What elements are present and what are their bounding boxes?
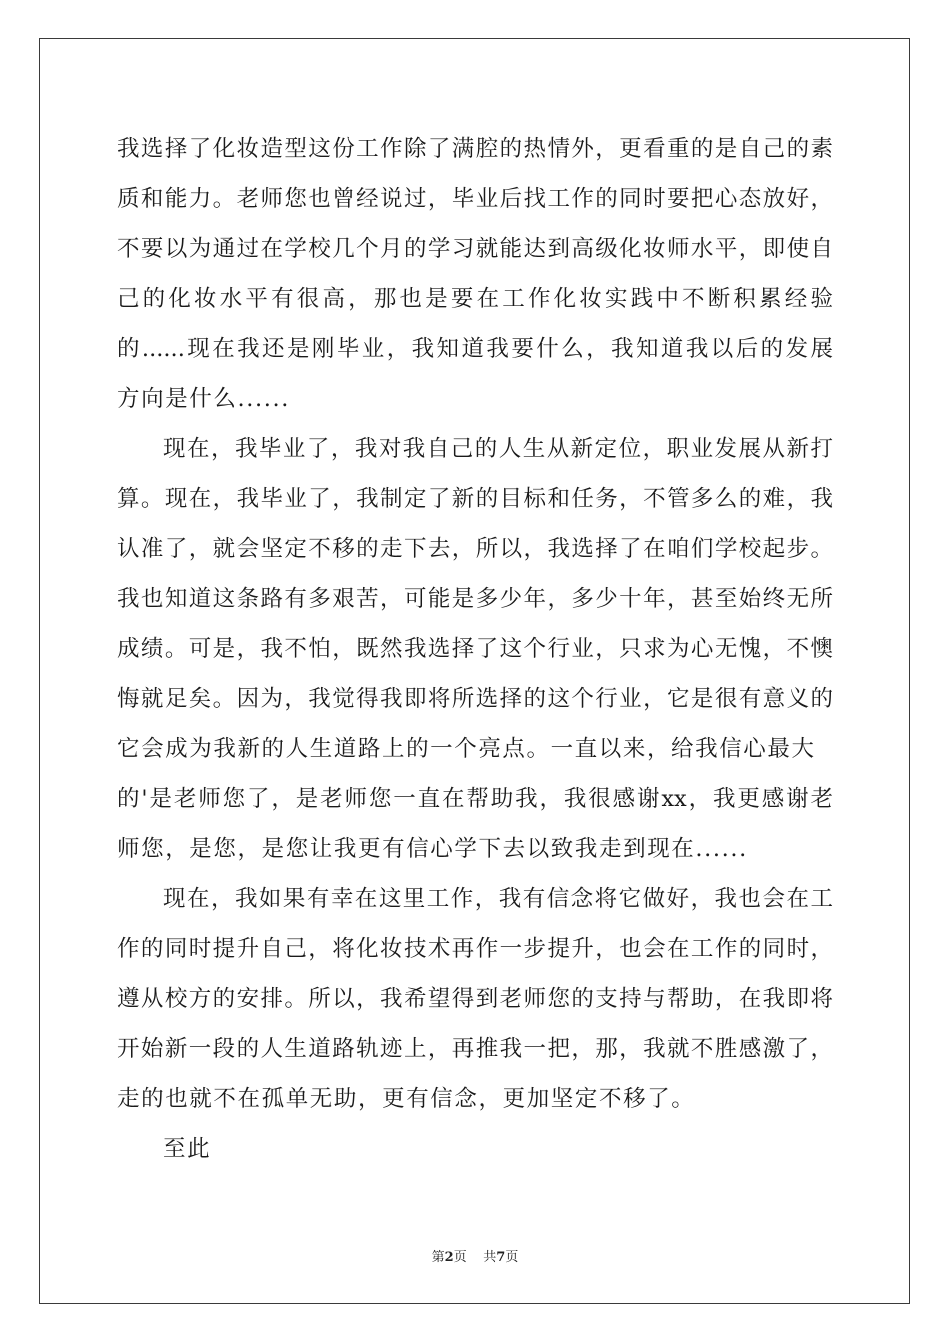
- text-line: 我选择了化妆造型这份工作除了满腔的热情外，更看重的是自己的素: [117, 136, 833, 162]
- text-line: 算。现在，我毕业了，我制定了新的目标和任务，不管多么的难，我: [117, 486, 833, 512]
- text-line: 悔就足矣。因为，我觉得我即将所选择的这个行业，它是很有意义的: [117, 686, 833, 712]
- paragraph-first-line: 现在，我毕业了，我对我自己的人生从新定位，职业发展从新打: [163, 436, 833, 462]
- text-line: 己的化妆水平有很高，那也是要在工作化妆实践中不断积累经验: [117, 286, 833, 312]
- page-current: 2: [444, 1250, 454, 1265]
- text-line: 开始新一段的人生道路轨迹上，再推我一把，那，我就不胜感激了，: [117, 1036, 833, 1062]
- page-frame: [39, 38, 910, 1304]
- text-line: 成绩。可是，我不怕，既然我选择了这个行业，只求为心无愧，不懊: [117, 636, 833, 662]
- page-suffix: 页: [453, 1250, 467, 1265]
- text-line: 方向是什么......: [117, 386, 291, 412]
- text-line: 作的同时提升自己，将化妆技术再作一步提升，也会在工作的同时，: [117, 936, 833, 962]
- text-line: 遵从校方的安排。所以，我希望得到老师您的支持与帮助，在我即将: [117, 986, 833, 1012]
- total-suffix: 页: [505, 1250, 519, 1265]
- text-line: 认准了，就会坚定不移的走下去，所以，我选择了在咱们学校起步。: [117, 536, 833, 562]
- text-line: 的......现在我还是刚毕业，我知道我要什么，我知道我以后的发展: [117, 336, 833, 362]
- text-line: 不要以为通过在学校几个月的学习就能达到高级化妆师水平，即使自: [117, 236, 833, 262]
- paragraph-first-line: 现在，我如果有幸在这里工作，我有信念将它做好，我也会在工: [163, 886, 833, 912]
- text-line: 走的也就不在孤单无助，更有信念，更加坚定不移了。: [117, 1086, 696, 1112]
- text-line: 的'是老师您了，是老师您一直在帮助我，我很感谢xx，我更感谢老: [117, 786, 833, 812]
- text-line: 它会成为我新的人生道路上的一个亮点。一直以来，给我信心最大: [117, 736, 814, 762]
- page-prefix: 第: [431, 1250, 445, 1265]
- page-total: 7: [496, 1250, 506, 1265]
- text-line: 师您，是您，是您让我更有信心学下去以致我走到现在......: [117, 836, 748, 862]
- text-line: 质和能力。老师您也曾经说过，毕业后找工作的同时要把心态放好，: [117, 186, 833, 212]
- paragraph-first-line: 至此: [163, 1136, 212, 1162]
- total-prefix: 共: [483, 1250, 497, 1265]
- page-footer: [0, 1246, 950, 1265]
- text-line: 我也知道这条路有多艰苦，可能是多少年，多少十年，甚至始终无所: [117, 586, 833, 612]
